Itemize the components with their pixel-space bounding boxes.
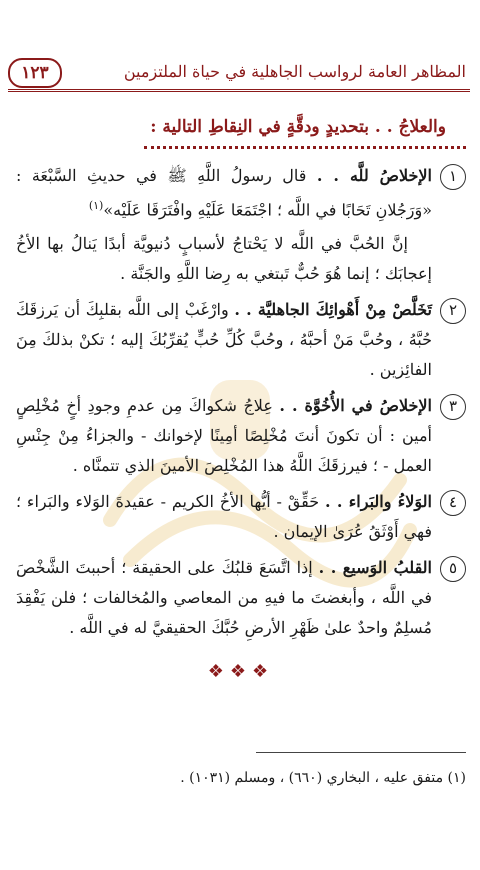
footnote-rule	[256, 752, 466, 753]
item-text: حَقِّقْ - أيُّها الأخُ الكريم - عقيدةَ الوَلاء والبَراء ؛ فهي أَوْثَقُ عُرَىٰ الإيمان .	[16, 492, 432, 542]
footnote: (١) متفق عليه ، البخاري (٦٦٠) ، ومسلم (١٠٣١) .	[180, 770, 466, 786]
item-body	[16, 553, 432, 643]
item-body	[16, 487, 432, 547]
item-text: وارْغَبْ إلى اللَّه بقلبِكَ أن يَرزقَكَ حُبَّهُ ، وحُبَّ مَنْ أحبَّهُ ، وحُبَّ كُلِّ حُبٍّ يُقرِّبُكَ إليه ؛ تكنْ بذلكَ مِنَ الفائِزين .	[16, 300, 432, 380]
item-lead: الإخلاصُ في الأُخُوَّة . .	[279, 396, 432, 416]
item-lead: الإخلاصُ للَّه . .	[316, 166, 432, 185]
item-text: عِلاجُ شكواكَ مِن عدمِ وجودِ أخٍ مُخْلِصٍ أمين : أن تكونَ أنتَ مُخْلِصًا أمِينًا لإخوانك - والجزاءُ مِنْ جِنْسِ العمل - ؛ فيرزقَكَ اللَّهُ هذا المُخْلِصَ الأمينَ الذي تتمنَّاه .	[16, 396, 432, 476]
item-lead: الوَلاءُ والبَراء . .	[324, 492, 433, 512]
item-number: ١	[440, 164, 466, 190]
footnote-marker[interactable]: (١)	[88, 199, 104, 212]
list-item	[16, 391, 466, 481]
item-number: ٥	[440, 556, 466, 582]
item-body	[16, 161, 432, 289]
item-number: ٤	[440, 490, 466, 516]
item-body	[16, 295, 432, 385]
item-paragraph: إنَّ الحُبَّ في اللَّه لا يَحْتاجُ لأسبابٍ دُنيويَّة أبدًا يَنالُ بها الأخُ إعجابَك ؛ إنما هُوَ حُبٌّ تَبتغي به رِضا اللَّهِ والجَنَّة .	[16, 234, 432, 284]
page-header	[0, 0, 480, 95]
header-rule	[8, 89, 470, 92]
item-body	[16, 391, 432, 481]
list-item	[16, 295, 466, 385]
item-number: ٢	[440, 298, 466, 324]
item-lead: تَخَلَّصْ مِنْ أَهْوائِكَ الجاهليَّة . .	[234, 300, 432, 320]
item-text: قال رسولُ اللَّهِ ﷺ في حديثِ السَّبْعَة : «وَرَجُلانِ تَحَابًا في اللَّه ؛ اجْتَمَعَا عَلَيْهِ وافْتَرَقَا عَلَيْه»	[16, 166, 432, 220]
page-number: ١٢٣	[8, 58, 62, 88]
list-item	[16, 487, 466, 547]
list-item	[16, 553, 466, 643]
list-item	[16, 161, 466, 289]
page-body	[16, 112, 466, 687]
item-number: ٣	[440, 394, 466, 420]
item-text: إذا اتَّسَعَ قلبُكَ على الحقيقة ؛ أحببتَ الشَّخْصَ في اللَّه ، وأبغضتَ ما فيهِ من المعاصي والمُخالفات ؛ فلن يَفْقِدَ مُسلِمٌ واحدٌ علىٰ ظَهْرِ الأرضِ حُبَّكَ الحقيقيَّ له في اللَّه .	[16, 558, 432, 638]
section-heading: والعلاجُ . . بتحديدٍ ودقَّةٍ في النِقاطِ التالية :	[144, 112, 466, 149]
item-lead: القلبُ الوَسيع . .	[318, 558, 432, 578]
ornament-divider: ❖❖❖	[207, 661, 275, 683]
running-title: المظاهر العامة لرواسب الجاهلية في حياة الملتزمين	[123, 62, 466, 81]
